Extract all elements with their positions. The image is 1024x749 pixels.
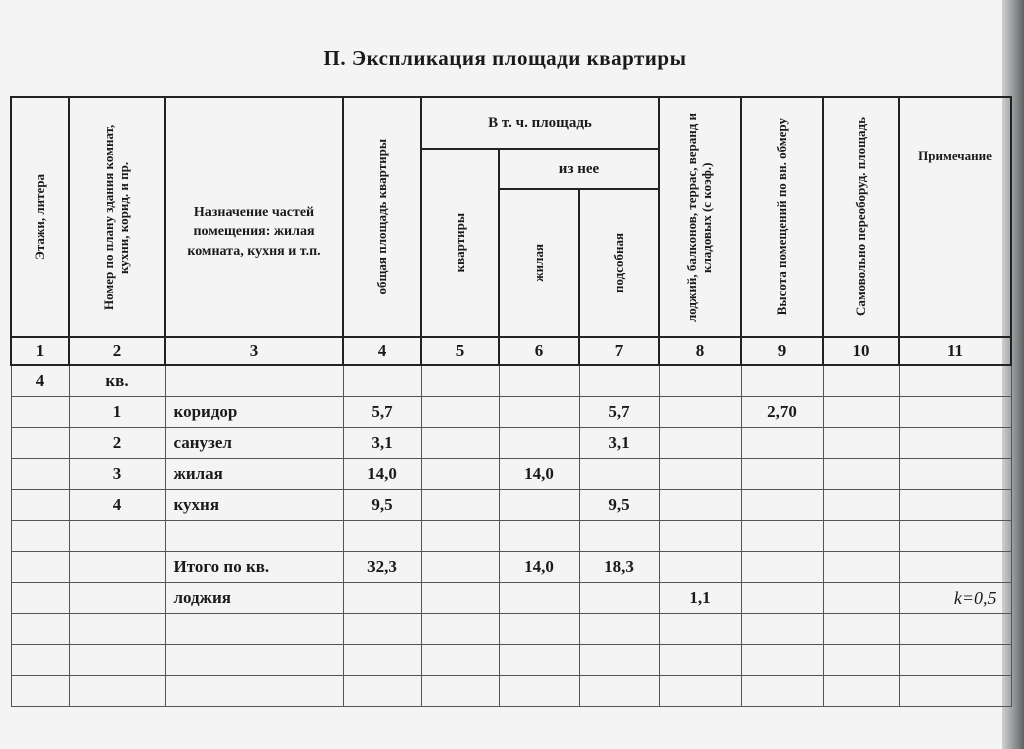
height-cell: [741, 552, 823, 583]
header-auxiliary: подсобная: [579, 189, 659, 337]
auxiliary-area-cell: [579, 459, 659, 490]
room-purpose-cell: Итого по кв.: [165, 552, 343, 583]
loggia-area-cell: [659, 552, 741, 583]
living-area-cell: [499, 521, 579, 552]
floor-cell: 4: [11, 365, 69, 397]
floor-cell: [11, 645, 69, 676]
apartment-area-cell: [421, 552, 499, 583]
table-row: [11, 645, 1011, 676]
table-row: [11, 459, 1011, 490]
col-number: 8: [659, 337, 741, 365]
floor-cell: [11, 676, 69, 707]
room-purpose-cell: [165, 676, 343, 707]
col-number: 2: [69, 337, 165, 365]
col-number: 11: [899, 337, 1011, 365]
loggia-area-cell: [659, 428, 741, 459]
room-number-cell: [69, 614, 165, 645]
auxiliary-area-cell: 18,3: [579, 552, 659, 583]
room-purpose-cell: коридор: [165, 397, 343, 428]
table-row: [11, 365, 1011, 397]
note-cell: [899, 459, 1011, 490]
room-number-cell: [69, 552, 165, 583]
col-number: 3: [165, 337, 343, 365]
unauthorized-area-cell: [823, 645, 899, 676]
room-number-cell: [69, 676, 165, 707]
height-cell: [741, 459, 823, 490]
table-row: [11, 397, 1011, 428]
living-area-cell: [499, 614, 579, 645]
unauthorized-area-cell: [823, 428, 899, 459]
living-area-cell: 14,0: [499, 552, 579, 583]
header-total-area: общая площадь квартиры: [343, 97, 421, 337]
auxiliary-area-cell: [579, 365, 659, 397]
document-title: П. Экспликация площади квартиры: [323, 46, 687, 70]
living-area-cell: [499, 397, 579, 428]
room-number-cell: 2: [69, 428, 165, 459]
note-cell: [899, 614, 1011, 645]
table-row: [11, 428, 1011, 459]
table-row: [11, 521, 1011, 552]
floor-cell: [11, 552, 69, 583]
floor-cell: [11, 428, 69, 459]
apartment-area-cell: [421, 583, 499, 614]
apartment-area-cell: [421, 459, 499, 490]
height-cell: [741, 521, 823, 552]
loggia-area-cell: [659, 521, 741, 552]
apartment-area-cell: [421, 365, 499, 397]
unauthorized-area-cell: [823, 583, 899, 614]
apartment-area-cell: [421, 397, 499, 428]
height-cell: [741, 428, 823, 459]
room-number-cell: 1: [69, 397, 165, 428]
total-area-cell: [343, 614, 421, 645]
note-cell: [899, 521, 1011, 552]
total-area-cell: 14,0: [343, 459, 421, 490]
total-area-cell: 5,7: [343, 397, 421, 428]
col-number: 4: [343, 337, 421, 365]
height-cell: 2,70: [741, 397, 823, 428]
header-apartment: квартиры: [421, 149, 499, 337]
auxiliary-area-cell: [579, 614, 659, 645]
total-area-cell: [343, 676, 421, 707]
header-note: Примечание: [899, 97, 1011, 337]
col-number: 5: [421, 337, 499, 365]
room-number-cell: [69, 645, 165, 676]
col-number: 9: [741, 337, 823, 365]
header-purpose: Назначение частей помещения: жилая комната, кухня и т.п.: [165, 97, 343, 337]
height-cell: [741, 614, 823, 645]
living-area-cell: [499, 365, 579, 397]
room-number-cell: кв.: [69, 365, 165, 397]
header-floors: Этажи, литера: [11, 97, 69, 337]
room-purpose-cell: санузел: [165, 428, 343, 459]
total-area-cell: [343, 645, 421, 676]
apartment-area-cell: [421, 645, 499, 676]
unauthorized-area-cell: [823, 459, 899, 490]
note-cell: [899, 365, 1011, 397]
note-cell: k=0,5: [899, 583, 1011, 614]
note-cell: [899, 552, 1011, 583]
room-number-cell: 3: [69, 459, 165, 490]
floor-cell: [11, 397, 69, 428]
room-number-cell: [69, 583, 165, 614]
loggia-area-cell: [659, 676, 741, 707]
apartment-area-cell: [421, 521, 499, 552]
floor-cell: [11, 459, 69, 490]
height-cell: [741, 490, 823, 521]
loggia-area-cell: [659, 459, 741, 490]
living-area-cell: [499, 676, 579, 707]
room-purpose-cell: [165, 645, 343, 676]
header-including-area: В т. ч. площадь: [421, 97, 659, 149]
loggia-area-cell: [659, 397, 741, 428]
auxiliary-area-cell: [579, 676, 659, 707]
loggia-area-cell: [659, 490, 741, 521]
total-area-cell: 32,3: [343, 552, 421, 583]
unauthorized-area-cell: [823, 397, 899, 428]
auxiliary-area-cell: [579, 521, 659, 552]
header-of-which: из нее: [499, 149, 659, 189]
table-row: [11, 490, 1011, 521]
unauthorized-area-cell: [823, 365, 899, 397]
col-number: 7: [579, 337, 659, 365]
table-row: [11, 614, 1011, 645]
height-cell: [741, 645, 823, 676]
apartment-area-cell: [421, 428, 499, 459]
auxiliary-area-cell: 5,7: [579, 397, 659, 428]
header-living: жилая: [499, 189, 579, 337]
note-cell: [899, 645, 1011, 676]
loggia-area-cell: 1,1: [659, 583, 741, 614]
header-unauthorized: Самовольно переоборуд. площадь: [823, 97, 899, 337]
room-purpose-cell: лоджия: [165, 583, 343, 614]
note-cell: [899, 490, 1011, 521]
living-area-cell: [499, 428, 579, 459]
unauthorized-area-cell: [823, 676, 899, 707]
floor-cell: [11, 583, 69, 614]
auxiliary-area-cell: 3,1: [579, 428, 659, 459]
unauthorized-area-cell: [823, 490, 899, 521]
room-purpose-cell: [165, 521, 343, 552]
unauthorized-area-cell: [823, 614, 899, 645]
note-cell: [899, 676, 1011, 707]
living-area-cell: [499, 583, 579, 614]
header-room-number: Номер по плану здания комнат, кухни, корид. и пр.: [69, 97, 165, 337]
living-area-cell: [499, 490, 579, 521]
col-number: 6: [499, 337, 579, 365]
loggia-area-cell: [659, 645, 741, 676]
room-purpose-cell: [165, 614, 343, 645]
auxiliary-area-cell: 9,5: [579, 490, 659, 521]
floor-cell: [11, 521, 69, 552]
col-number: 10: [823, 337, 899, 365]
loggia-area-cell: [659, 614, 741, 645]
auxiliary-area-cell: [579, 583, 659, 614]
header-height: Высота помещений по вн. обмеру: [741, 97, 823, 337]
explication-table: [10, 96, 1012, 707]
total-area-cell: [343, 583, 421, 614]
note-cell: [899, 428, 1011, 459]
height-cell: [741, 583, 823, 614]
loggia-area-cell: [659, 365, 741, 397]
room-purpose-cell: кухня: [165, 490, 343, 521]
apartment-area-cell: [421, 614, 499, 645]
auxiliary-area-cell: [579, 645, 659, 676]
height-cell: [741, 676, 823, 707]
floor-cell: [11, 614, 69, 645]
table-row: [11, 552, 1011, 583]
table-row: [11, 583, 1011, 614]
unauthorized-area-cell: [823, 552, 899, 583]
room-number-cell: [69, 521, 165, 552]
room-purpose-cell: жилая: [165, 459, 343, 490]
apartment-area-cell: [421, 490, 499, 521]
col-number: 1: [11, 337, 69, 365]
header-loggias: лоджий, балконов, террас, веранд и кладовых (с коэф.): [659, 97, 741, 337]
total-area-cell: [343, 365, 421, 397]
room-purpose-cell: [165, 365, 343, 397]
apartment-area-cell: [421, 676, 499, 707]
note-cell: [899, 397, 1011, 428]
height-cell: [741, 365, 823, 397]
column-numbers-row: [11, 337, 1011, 365]
total-area-cell: 3,1: [343, 428, 421, 459]
room-number-cell: 4: [69, 490, 165, 521]
total-area-cell: [343, 521, 421, 552]
living-area-cell: [499, 645, 579, 676]
floor-cell: [11, 490, 69, 521]
table-row: [11, 676, 1011, 707]
living-area-cell: 14,0: [499, 459, 579, 490]
total-area-cell: 9,5: [343, 490, 421, 521]
unauthorized-area-cell: [823, 521, 899, 552]
